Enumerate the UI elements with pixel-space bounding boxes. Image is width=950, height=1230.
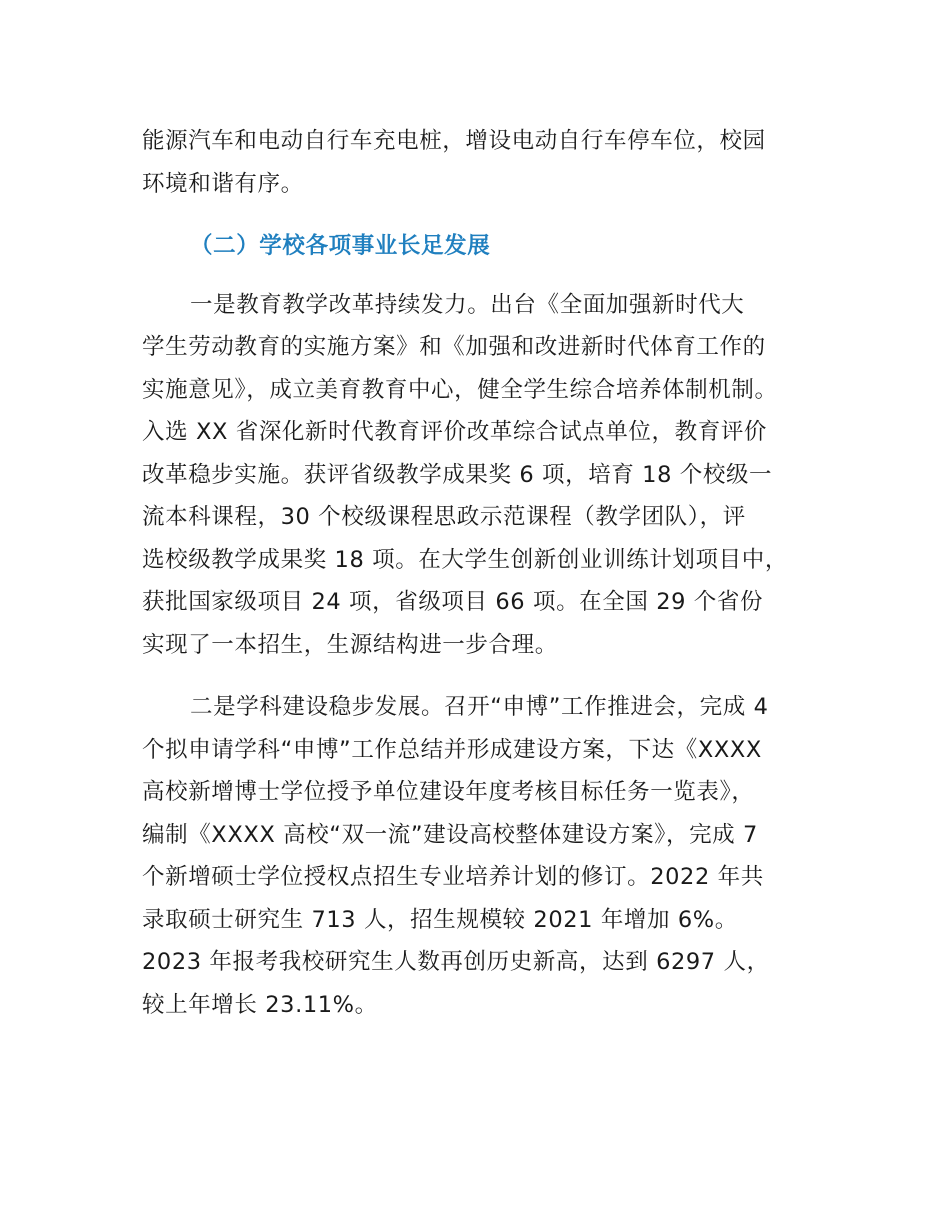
text-line: 高校新增博士学位授予单位建设年度考核目标任务一览表》， bbox=[142, 779, 755, 805]
paragraph-discipline-construction bbox=[142, 686, 842, 1026]
text-line: 获批国家级项目 24 项，省级项目 66 项。在全国 29 个省份 bbox=[142, 589, 764, 615]
text-line: 个拟申请学科“申博”工作总结并形成建设方案，下达《XXXX bbox=[142, 736, 762, 763]
paragraph-teaching-reform bbox=[142, 284, 842, 667]
text-line: 能源汽车和电动自行车充电桩，增设电动自行车停车位，校园 bbox=[142, 128, 766, 154]
text-line: 2023 年报考我校研究生人数再创历史新高，达到 6297 人， bbox=[142, 949, 770, 975]
text-line: 实现了一本招生，生源结构进一步合理。 bbox=[142, 631, 558, 658]
text-line: 改革稳步实施。获评省级教学成果奖 6 项，培育 18 个校级一 bbox=[142, 461, 773, 488]
text-line: 环境和谐有序。 bbox=[142, 170, 304, 197]
text-line: 学生劳动教育的实施方案》和《加强和改进新时代体育工作的 bbox=[142, 334, 766, 360]
text-line: 二是学科建设稳步发展。召开“申博”工作推进会，完成 4 bbox=[190, 694, 769, 720]
text-line: 选校级教学成果奖 18 项。在大学生创新创业训练计划项目中， bbox=[142, 546, 788, 573]
text-line: 入选 XX 省深化新时代教育评价改革综合试点单位，教育评价 bbox=[142, 419, 768, 445]
text-line: 较上年增长 23.11%。 bbox=[142, 991, 378, 1018]
text-line: 录取硕士研究生 713 人，招生规模较 2021 年增加 6%。 bbox=[142, 906, 738, 933]
text-line: 流本科课程，30 个校级课程思政示范课程（教学团队），评 bbox=[142, 504, 746, 530]
paragraph-campus-environment bbox=[142, 120, 842, 205]
text-line: 实施意见》，成立美育教育中心，健全学生综合培养体制机制。 bbox=[142, 376, 778, 403]
text-line: 一是教育教学改革持续发力。出台《全面加强新时代大 bbox=[190, 291, 745, 318]
section-heading: （二）学校各项事业长足发展 bbox=[190, 233, 491, 259]
text-line: 个新增硕士学位授权点招生专业培养计划的修订。2022 年共 bbox=[142, 864, 764, 890]
document-body bbox=[142, 120, 842, 1026]
text-line: 编制《XXXX 高校“双一流”建设高校整体建设方案》，完成 7 bbox=[142, 821, 758, 848]
